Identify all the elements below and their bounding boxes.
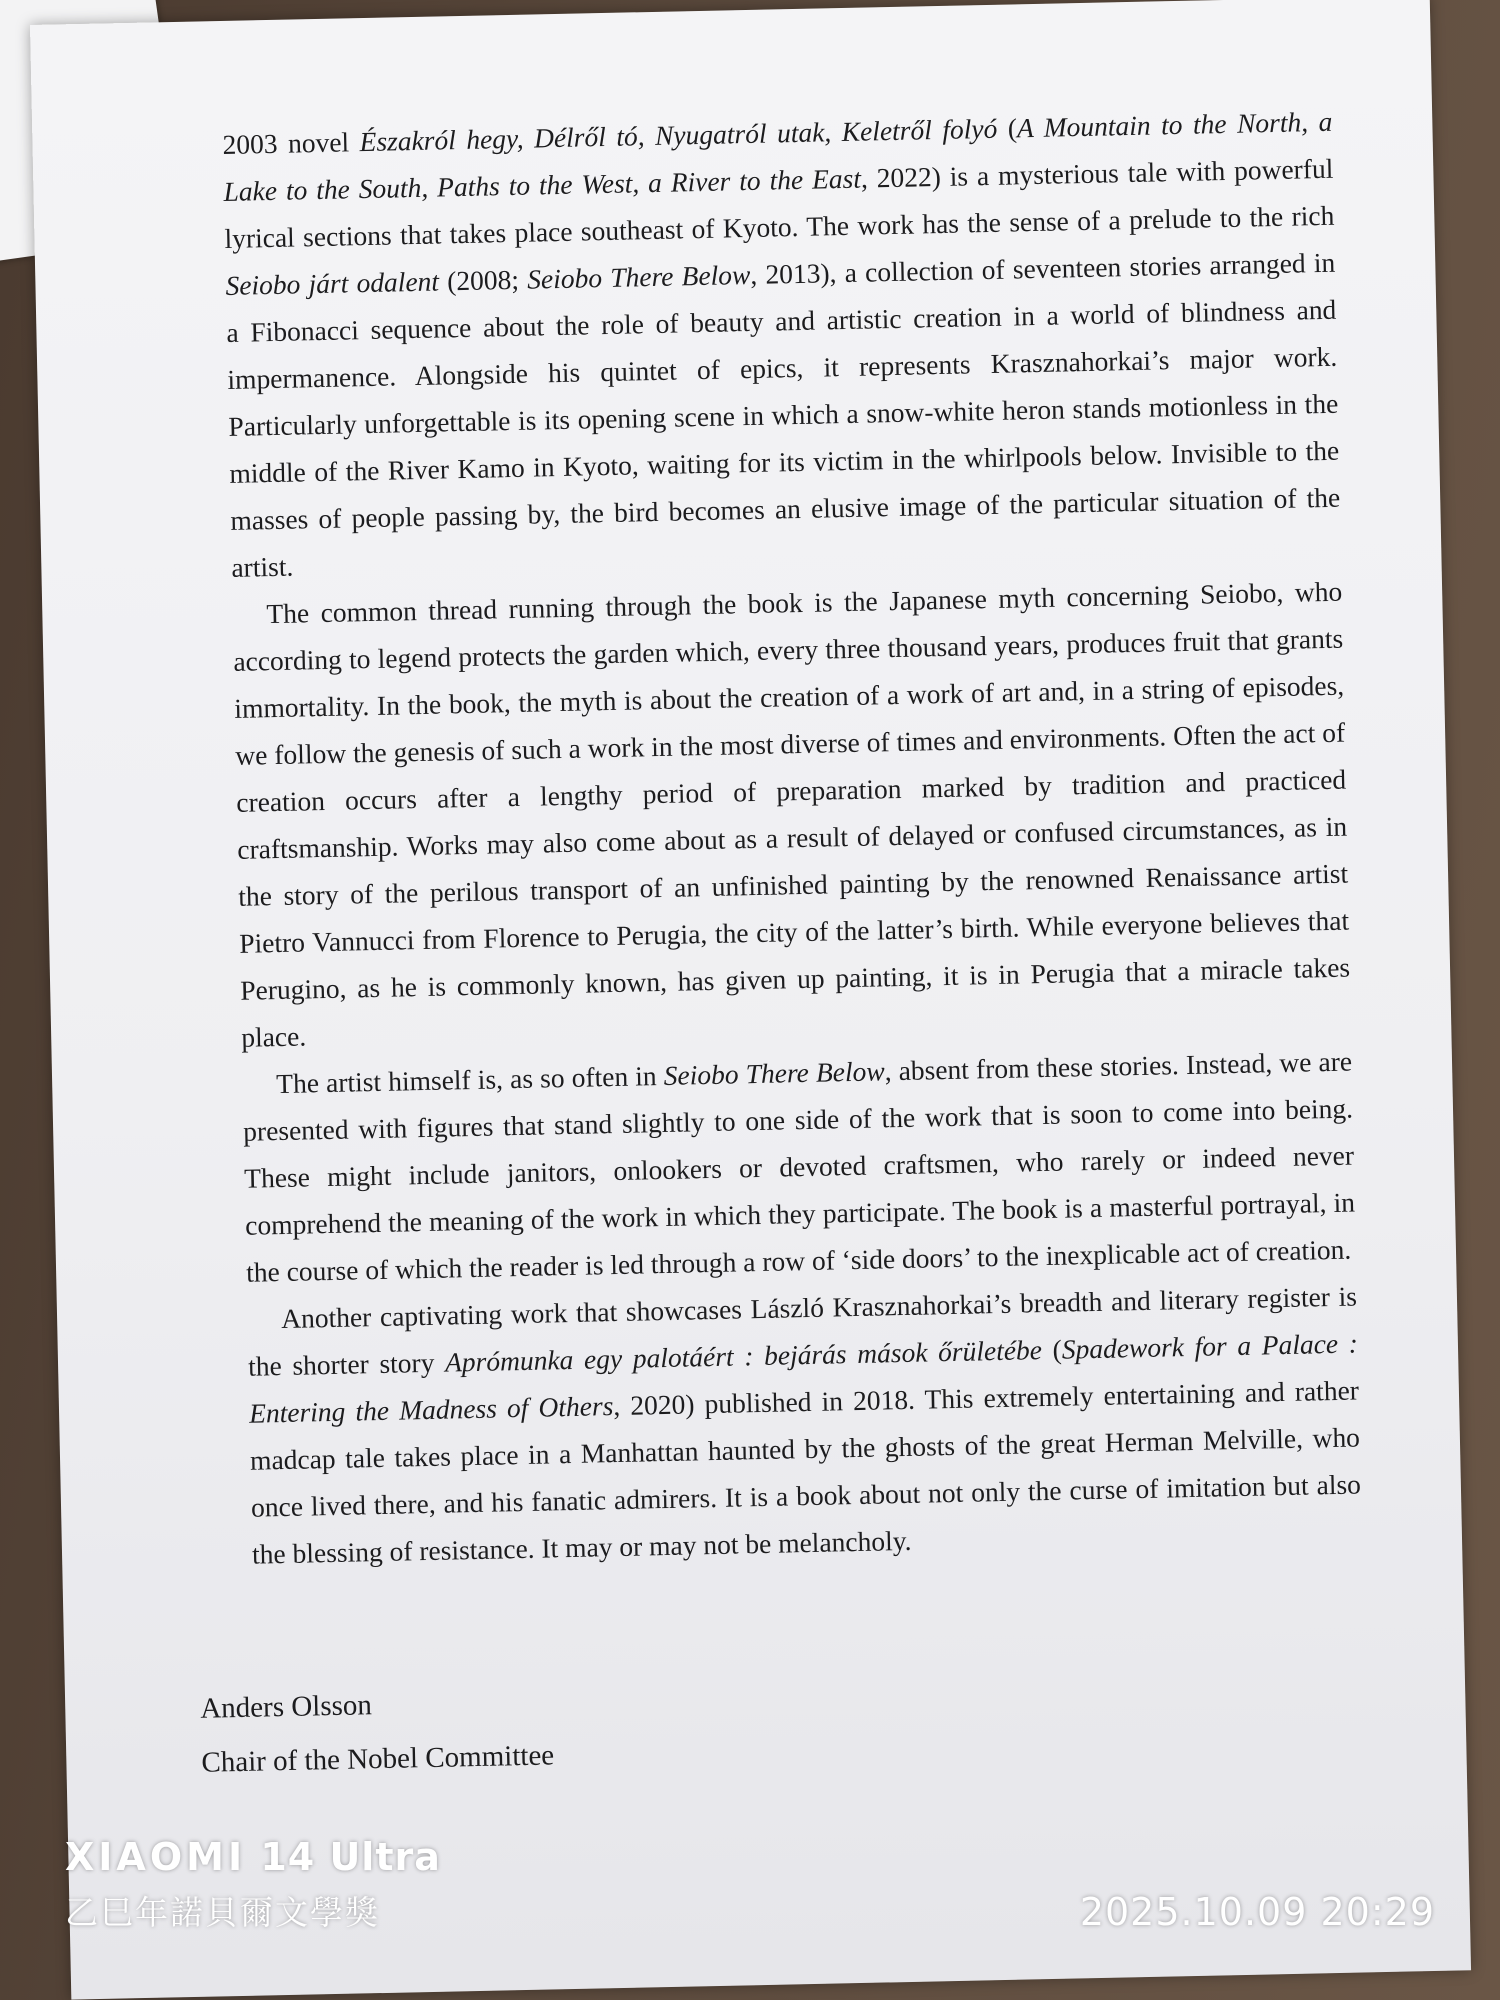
paragraph-4 [247,1272,1363,1577]
document-body [222,98,1362,1578]
p1-title-hungarian-mountain: Északról hegy, Délről tó, Nyugatról utak, Keletről folyó [359,112,998,158]
watermark-caption: 乙巳年諾貝爾文學獎 [65,1893,380,1932]
p4-title-english-spadework: Spadework for a Palace : Entering the Madness of Others [248,1327,1359,1429]
p1-text-5: , 2013), a collection of seventeen stories arranged in a Fibonacci sequence about the role of beauty and artistic creation in a world of blindness and impermanence. Alongside his quintet of epics, it represents Krasznahorkai’s major work. Particularly unforgettable is its opening scene in which a snow-white heron stands motionless in the middle of the River Kamo in Kyoto, waiting for its victim in the whirlpools below. Invisible to the masses of people passing by, the bird becomes an elusive image of the particular situation of the artist. [226,246,1341,583]
paragraph-3 [242,1038,1357,1296]
paragraph-1 [222,98,1342,591]
p1-title-english-mountain: A Mountain to the North, a Lake to the South, Paths to the West, a River to the East [223,105,1333,207]
photo-timestamp: 2025.10.09 20:29 [1079,1890,1435,1934]
p4-text-1: Another captivating work that showcases László Krasznahorkai’s breadth and literary register is the shorter story [247,1280,1358,1382]
p1-title-hungarian-seiobo: Seiobo járt odalent [225,265,440,301]
p3-text-2: , absent from these stories. Instead, we are presented with figures that stand slightly to one side of the work that is soon to come into being. These might include janitors, onlookers or devoted craftsmen, who rarely or indeed never comprehend the meaning of the work in which they participate. The book is a masterful portrayal, in the course of which the reader is led through a row of ‘side doors’ to the inexplicable act of creation. [242,1045,1356,1288]
p1-text-1: 2003 novel [222,126,360,160]
signature-title: Chair of the Nobel Committee [201,1739,555,1779]
paper-sheet [30,0,1471,2000]
p1-text-2: ( [996,112,1018,144]
brand-logo: XIAOMI [65,1835,247,1879]
p4-title-hungarian-spadework: Aprómunka egy palotáért : bejárás mások őrületébe [444,1334,1043,1378]
p2-text-1: The common thread running through the book is the Japanese myth concerning Seiobo, who according to legend protects the garden which, every three thousand years, produces fruit that grants immortality. In the book, the myth is about the creation of a work of art and, in a string of episodes, we follow the genesis of such a work in the most diverse of times and environments. Often the act of creation occurs after a lengthy period of preparation marked by tradition and practiced craftsmanship. Works may also come about as a result of delayed or confused circumstances, as in the story of the perilous transport of an unfinished painting by the renowned Renaissance artist Pietro Vannucci from Florence to Perugia, the city of the latter’s birth. While everyone believes that Perugino, as he is commonly known, has given up painting, it is in Perugia that a miracle takes place. [233,575,1351,1053]
p1-title-english-seiobo: Seiobo There Below [526,258,751,295]
p3-title-seiobo: Seiobo There Below [663,1055,885,1091]
p1-text-3: , 2022) is a mysterious tale with powerful lyrical sections that takes place southeast of Kyoto. The work has the sense of a prelude to the rich [224,152,1335,254]
p4-text-3: , 2020) published in 2018. This extremely entertaining and rather madcap tale takes place in a Manhattan haunted by the ghosts of the great Herman Melville, who once lived there, and his fanatic admirers. It is a book about not only the curse of imitation but also the blessing of resistance. It may or may not be melancholy. [249,1374,1362,1570]
signature-name: Anders Olsson [199,1689,373,1725]
p4-text-2: ( [1041,1333,1063,1366]
camera-model: 14 Ultra [246,1835,441,1879]
p3-text-1: The artist himself is, as so often in [275,1059,665,1100]
p1-text-4: (2008; [438,263,528,297]
paragraph-2 [232,568,1352,1061]
camera-brand [65,1835,441,1879]
signature-block [200,1674,555,1789]
camera-watermark [65,1835,441,1934]
